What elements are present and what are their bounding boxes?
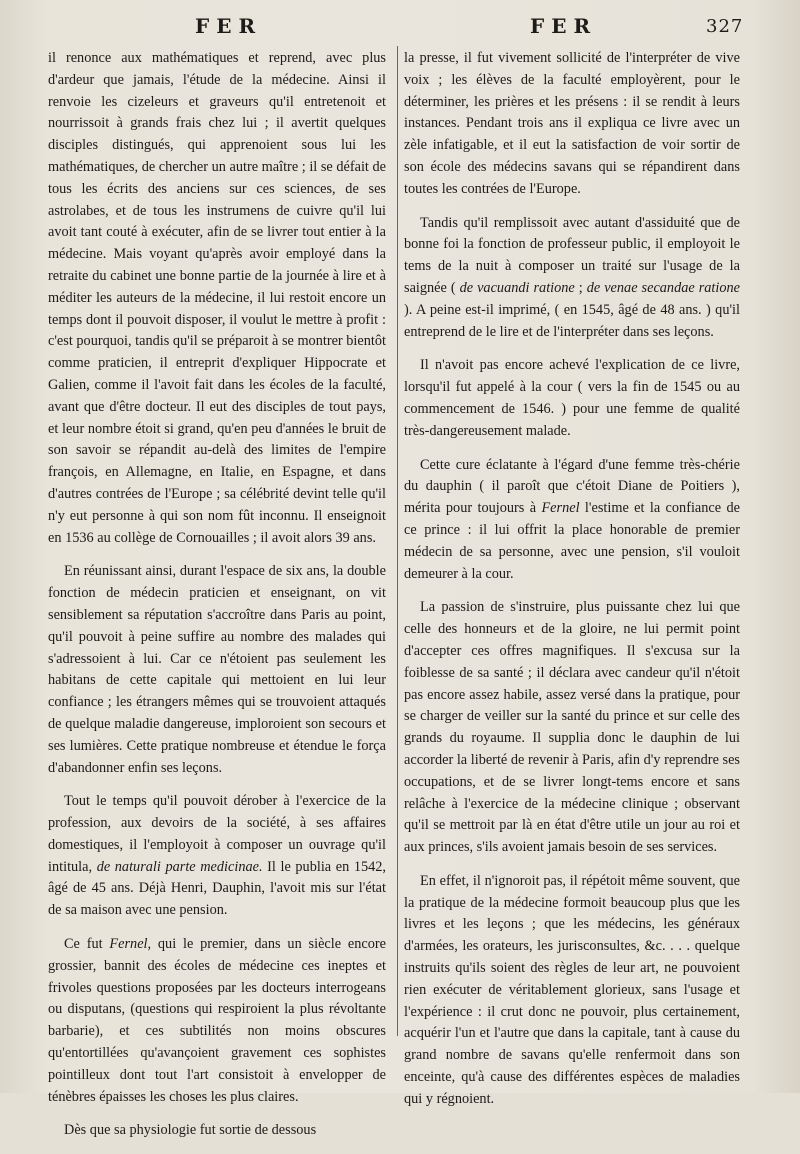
paragraph: il renonce aux mathématiques et reprend, avec plus d'ardeur que jamais, l'étude de la médecine. Ainsi il renvoie les cizeleurs et graveurs qu'il entretenoit et nourrissoit à grands frais chez lui ; il avertit quelques disciples distingués, qui apprenoient sous lui les mathématiques, de chercher un autre maître ; il se défait de tous les écrits des anciens sur ces sciences, de ses astrolabes, et de tous les instrumens de cuivre qu'il lui avoit tant couté à exécuter, afin de se livrer tout entier à la médecine. Mais voyant qu'après avoir employé dans la retraite du cabinet une bonne partie de la journée à lire et à méditer les auteurs de la médecine, il lui restoit encore un temps dont il pouvoit disposer, il voulut le mettre à profit : c'est pourquoi, tandis qu'il se préparoit à se montrer bientôt comme praticien, il entreprit d'expliquer Hippocrate et Galien, comme il l'avoit fait dans les écoles de la faculté, avant que d'être docteur. Il eut des disciples de tout pays, et leur nombre étoit si grand, qu'en peu d'années le bruit de son savoir se répandit au-delà des limites de l'empire françois, en Allemagne, en Italie, en Espagne, et dans d'autres contrées de l'Europe ; sa célébrité devint telle qu'il n'y eut personne à qui son nom fût inconnu. Il enseignoit en 1536 au collège de Cornouailles ; il avoit alors 39 ans. (48, 50, 386, 546)
column-divider (397, 46, 398, 1036)
text-run: Tandis qu'il remplissoit avec autant d'assiduité que de bonne foi la fonction de professeur public, il employoit le tems de la nuit à composer un traité sur l'usage de la saignée ( (404, 214, 740, 296)
text-run: , qui le premier, dans un siècle encore grossier, bannit des écoles de médecine ces ineptes et frivoles questions proposées par les docteurs interrogeans ou disputans, (questions qui respiroient la plus révoltante barbarie), et ces subtilités non moins obscures qu'entortillées qu'avançoient gravement ces sophistes pointilleux dont tout l'art consistoit à envelopper de ténèbres épaisses les choses les plus claires. (48, 936, 386, 1105)
left-column (48, 48, 386, 1154)
page-number: 327 (706, 16, 744, 37)
book-title: de naturali parte medicinae. (96, 858, 263, 875)
book-title: de venae secandae ratione (586, 279, 741, 296)
paragraph: La passion de s'instruire, plus puissante chez lui que celle des honneurs et de la gloire, ne lui permit point d'accepter ces offres magnifiques. Il s'excusa sur la foiblesse de sa santé ; il déclara avec candeur qu'il n'étoit pas encore assez habile, assez versé dans la pratique, pour se charger de veiller sur la santé du prince et sur celle des grands du royaume. Il supplia donc le dauphin de lui accorder la liberté de revenir à Paris, afin d'y reprendre ses occupations, et de se livrer longt-tems encore et sans relâche à l'exercice de la médecine clinique ; observant qu'il se mettroit par là en état d'être utile un jour au roi et aux princes, s'ils avoient jamais besoin de ses services. (404, 599, 740, 856)
page-header (0, 10, 800, 46)
person-name: Fernel (541, 500, 580, 517)
text-run: Tout le temps qu'il pouvoit dérober à l'exercice de la profession, aux devoirs de la société, à ses affaires domestiques, il l'employoit à composer un ouvrage qu'il intitula, (48, 793, 386, 875)
text-run: ; (574, 279, 587, 296)
running-head-left: FER (195, 14, 263, 38)
text-run: Il le publia en 1542, âgé de 45 ans. Déjà Henri, Dauphin, l'avoit mis sur l'état de sa maison avec une pension. (48, 858, 387, 919)
text-run: l'estime et la confiance de ce prince : il lui offrit la place honorable de premier médecin de sa personne, avec une pension, s'il vouloit demeurer à la cour. (404, 500, 740, 582)
text-run: Cette cure éclatante à l'égard d'une femme très-chérie du dauphin ( il paroît que c'étoit Diane de Poitiers ), mérita pour toujours à (404, 456, 740, 517)
paragraph: la presse, il fut vivement sollicité de l'interpréter de vive voix ; les élèves de la faculté employèrent, pour le déterminer, les prières et les présens : il se rendit à leurs instances. Pendant trois ans il expliqua ce livre avec un zèle infatigable, et il eut la satisfaction de voir sortir de son école des médecins savans qui se répandirent dans toutes les contrées de l'Europe. (404, 50, 740, 197)
text-run: Ce fut (64, 936, 110, 953)
right-column (404, 48, 740, 1123)
paragraph (48, 791, 386, 922)
paragraph: Il n'avoit pas encore achevé l'explication de ce livre, lorsqu'il fut appelé à la cour ( vers la fin de 1545 ou au commencement de 1546. ) pour une femme de qualité très-dangereusement malade. (404, 357, 740, 439)
paragraph: En réunissant ainsi, durant l'espace de six ans, la double fonction de médecin praticien et enseignant, on vit sensiblement sa réputation s'accroître dans Paris au point, qu'il pouvoit à peine suffire au nombre des malades qui s'adressoient à lui. Car ce n'étoient pas seulement les habitans de cette capitale qui mettoient en lui leur confiance ; les étrangers mêmes qui se trouvoient attaqués de quelque maladie dangereuse, imploroient son secours et ses lumières. Cette pratique nombreuse et étendue le força d'abandonner enfin ses leçons. (48, 563, 386, 776)
paragraph: En effet, il n'ignoroit pas, il répétoit même souvent, que la pratique de la médecine formoit beaucoup plus que les livres et les leçons ; que les médecins, les généraux d'armées, les orateurs, les jurisconsultes, &c. . . . quelque instruits qu'ils soient des règles de leur art, ne pouvoient rien exécuter de véritablement glorieux, sans l'usage et l'expérience : il crut donc ne pouvoir, plus certainement, acquérir l'un et l'autre que dans la capitale, tant à cause du grand nombre de savans qu'elle renfermoit dans son enceinte, qu'à cause des différentes espèces de maladies qui y régnoient. (404, 872, 740, 1107)
book-title: de vacuandi ratione (459, 279, 575, 296)
person-name: Fernel (109, 936, 148, 953)
paragraph (404, 213, 740, 344)
paragraph (48, 934, 386, 1108)
text-run: ). A peine est-il imprimé, ( en 1545, âgé de 48 ans. ) qu'il entreprend de le lire et de l'interpréter dans ses leçons. (404, 301, 740, 340)
paragraph: Dès que sa physiologie fut sortie de dessous (64, 1122, 317, 1139)
paragraph (404, 455, 740, 586)
running-head-right: FER (530, 14, 598, 38)
